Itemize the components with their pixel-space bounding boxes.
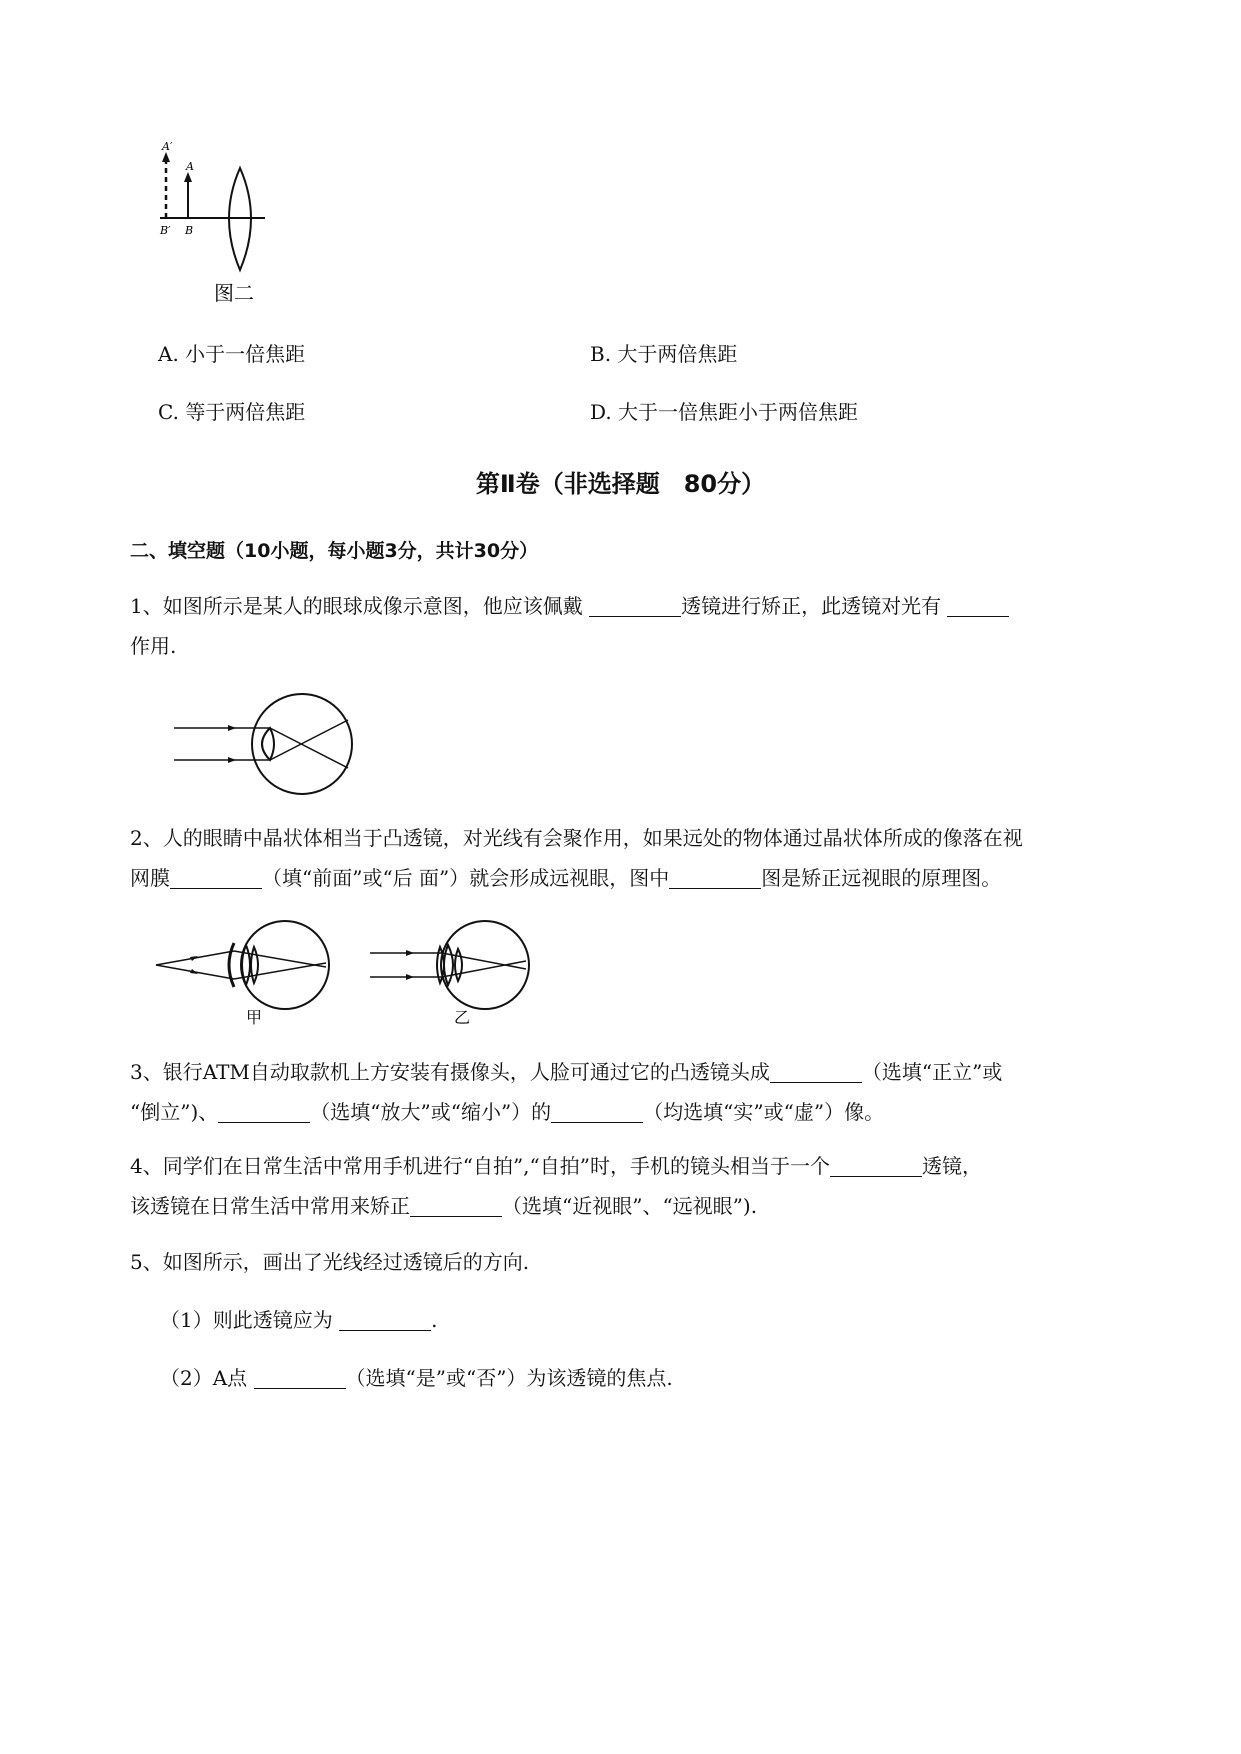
answer-blank[interactable] bbox=[830, 1154, 922, 1177]
option-d[interactable] bbox=[590, 396, 858, 425]
option-label: D. bbox=[590, 400, 612, 424]
question-5-sub-2: （2）A点 （选填“是”或“否”）为该透镜的焦点. bbox=[160, 1366, 673, 1390]
answer-blank[interactable] bbox=[669, 866, 761, 889]
option-a[interactable] bbox=[158, 338, 305, 367]
label-a: A bbox=[186, 160, 194, 173]
option-label: A. bbox=[158, 342, 179, 366]
option-text: 等于两倍焦距 bbox=[185, 400, 306, 424]
answer-blank[interactable] bbox=[339, 1308, 431, 1331]
option-text: 小于一倍焦距 bbox=[185, 342, 306, 366]
question-5-sub-1: （1）则此透镜应为 . bbox=[160, 1308, 438, 1332]
section-title: 二、填空题（10小题，每小题3分，共计30分） bbox=[130, 540, 539, 562]
answer-blank[interactable] bbox=[254, 1366, 346, 1389]
eye-correction-diagrams bbox=[150, 915, 540, 1030]
label-a-prime: A′ bbox=[162, 140, 173, 153]
crystalline-lens bbox=[262, 728, 274, 760]
option-label: B. bbox=[590, 342, 612, 366]
option-text: 大于两倍焦距 bbox=[617, 342, 738, 366]
answer-blank[interactable] bbox=[770, 1060, 862, 1083]
question-1: 1、如图所示是某人的眼球成像示意图，他应该佩戴 透镜进行矫正，此透镜对光有 作用. bbox=[130, 586, 1110, 666]
eye-imaging-diagram bbox=[170, 690, 370, 800]
option-c[interactable] bbox=[158, 396, 305, 425]
part-title: 第Ⅱ卷（非选择题 80分） bbox=[475, 470, 766, 498]
fig-label-jia: 甲 bbox=[246, 1008, 263, 1027]
option-text: 大于一倍焦距小于两倍焦距 bbox=[618, 400, 859, 424]
answer-blank[interactable] bbox=[410, 1194, 502, 1217]
figure-2-lens-diagram bbox=[150, 140, 290, 310]
answer-blank[interactable] bbox=[947, 594, 1009, 617]
label-b: B bbox=[185, 224, 194, 237]
fig-label-yi: 乙 bbox=[454, 1008, 471, 1027]
question-3: 3、银行ATM自动取款机上方安装有摄像头，人脸可通过它的凸透镜头成 （选填“正立”或 “倒立”)、 （选填“放大”或“缩小”）的 （均选填“实”或“虚”）像。 bbox=[130, 1060, 1003, 1124]
option-label: C. bbox=[158, 400, 179, 424]
diagram-yi bbox=[370, 921, 529, 1027]
question-5-stem: 5、如图所示，画出了光线经过透镜后的方向. bbox=[130, 1250, 530, 1274]
answer-blank[interactable] bbox=[170, 866, 262, 889]
question-4: 4、同学们在日常生活中常用手机进行“自拍”,“自拍”时，手机的镜头相当于一个 透镜， 该透镜在日常生活中常用来矫正 （选填“近视眼”、“远视眼”). bbox=[130, 1154, 982, 1218]
label-b-prime: B′ bbox=[160, 224, 171, 237]
diagram-jia bbox=[156, 921, 329, 1027]
figure-2-caption: 图二 bbox=[214, 281, 254, 305]
answer-blank[interactable] bbox=[218, 1100, 310, 1123]
question-2: 2、人的眼睛中晶状体相当于凸透镜，对光线有会聚作用，如果远处的物体通过晶状体所成的像落在视 网膜 （填“前面”或“后 面”）就会形成远视眼，图中 图是矫正远视眼的原理图。 bbox=[130, 826, 1023, 890]
answer-blank[interactable] bbox=[551, 1100, 643, 1123]
option-b[interactable] bbox=[590, 338, 737, 367]
answer-blank[interactable] bbox=[589, 594, 681, 617]
